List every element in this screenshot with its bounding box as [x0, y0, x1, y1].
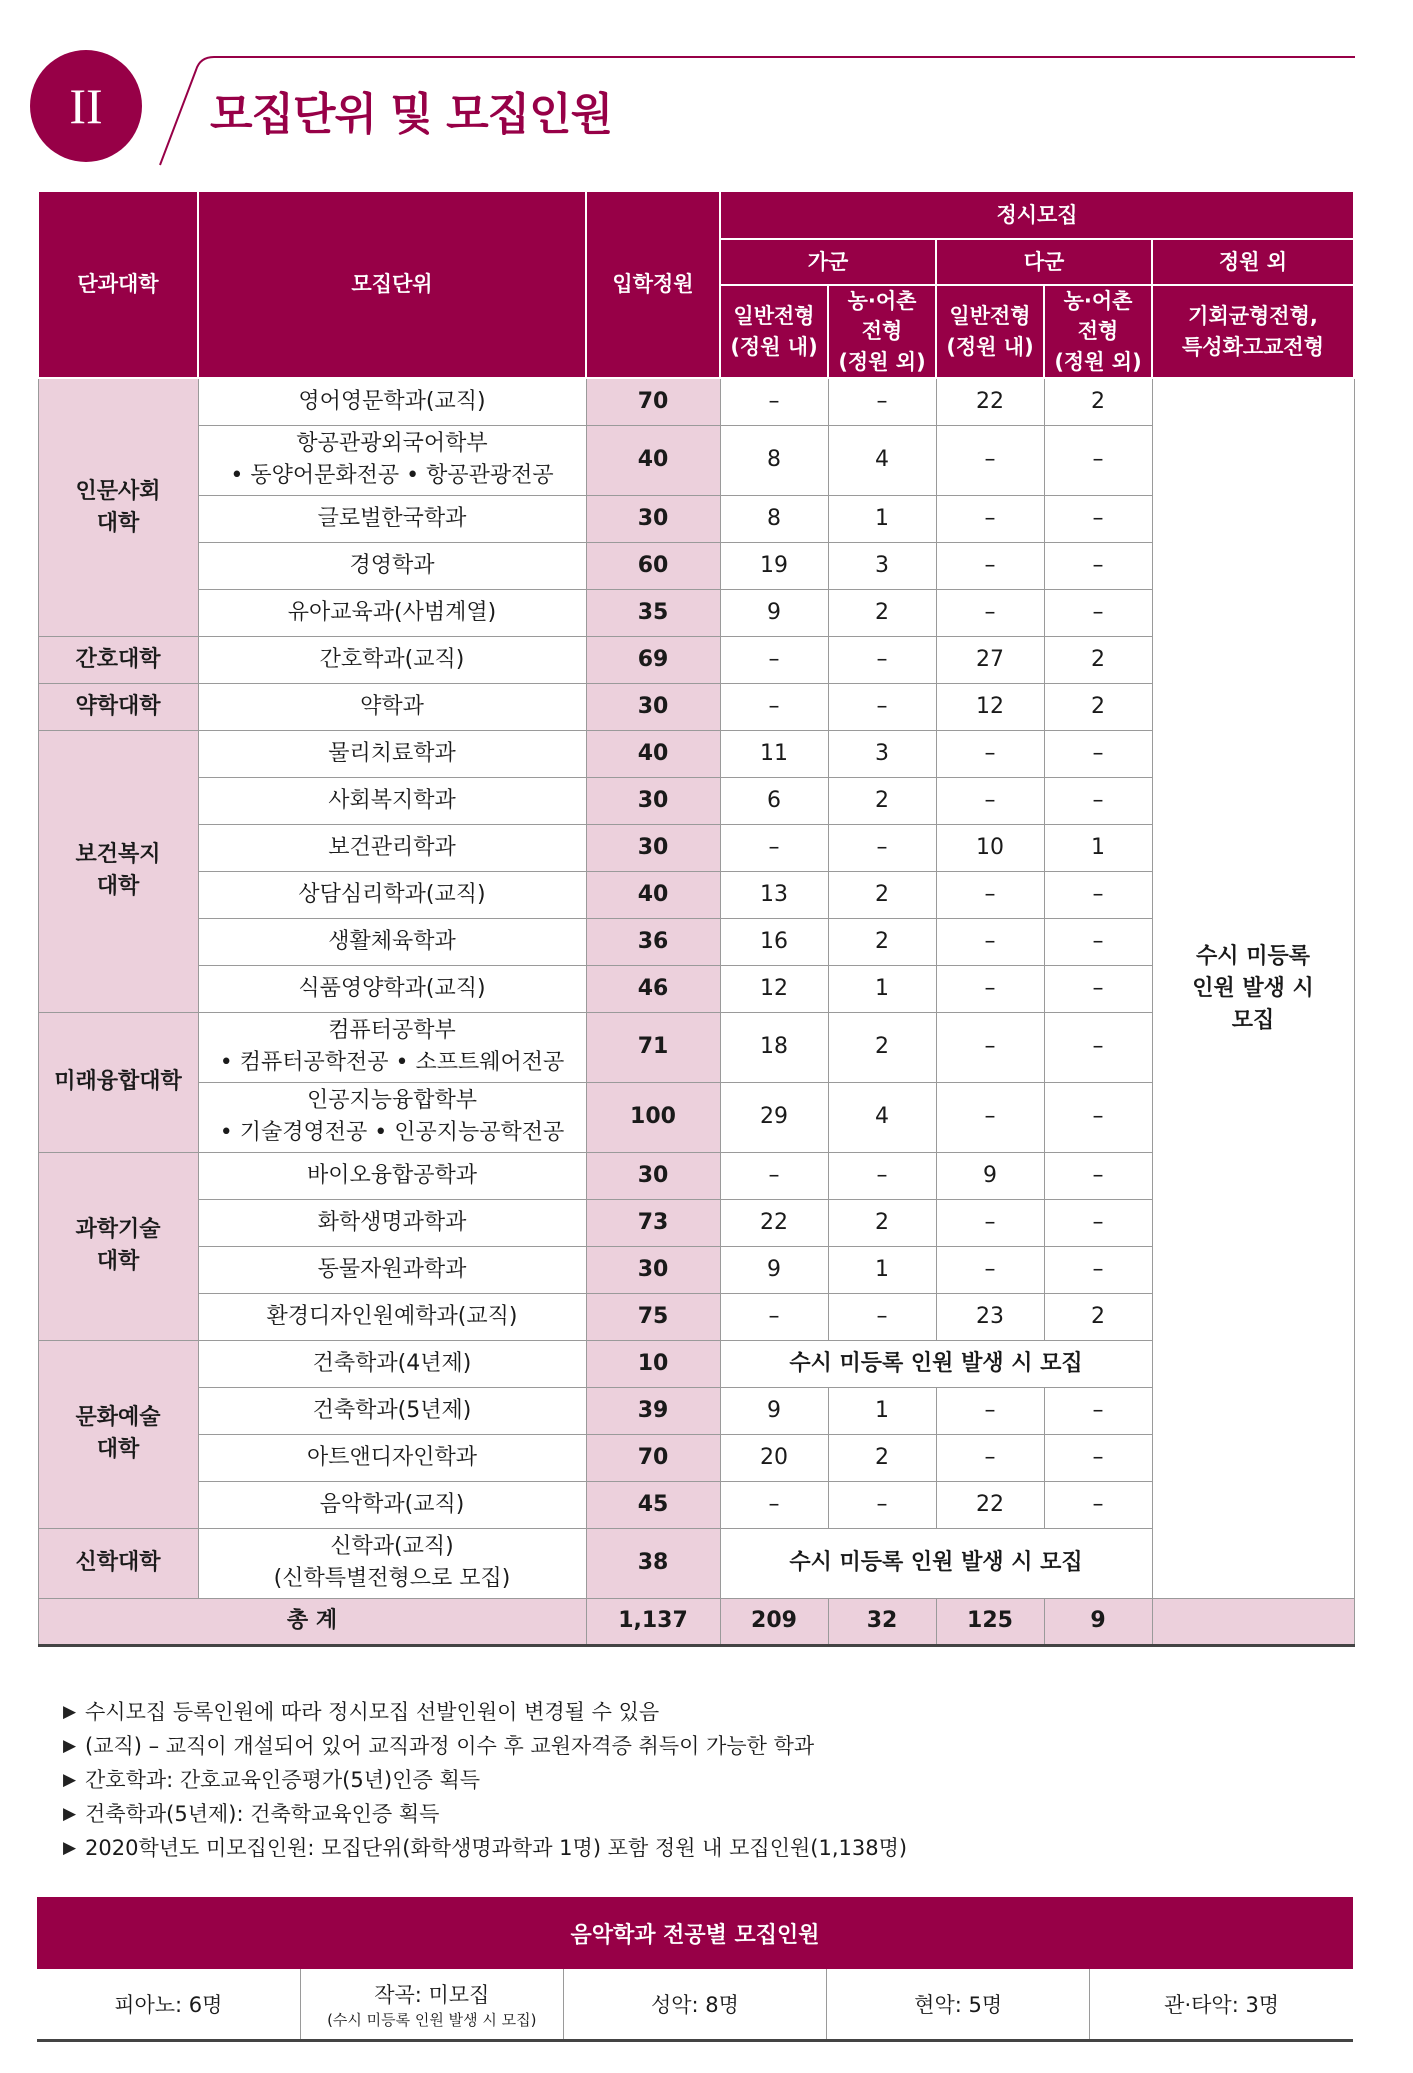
value-cell-ga-farm: 1: [828, 1246, 936, 1293]
unit-cell: 물리치료학과: [198, 730, 586, 777]
college-cell: 보건복지 대학: [38, 730, 198, 1012]
total-row: [38, 1598, 1354, 1645]
value-cell-da-gen: –: [936, 1246, 1044, 1293]
quota-cell: 39: [586, 1387, 720, 1434]
college-cell: 인문사회 대학: [38, 378, 198, 636]
col-ga-farm: 농·어촌 전형 (정원 외): [828, 285, 936, 378]
col-da-farm: 농·어촌 전형 (정원 외): [1044, 285, 1152, 378]
music-major-count: 성악: 8명: [650, 1993, 739, 2017]
col-da-general: 일반전형 (정원 내): [936, 285, 1044, 378]
quota-cell: 38: [586, 1528, 720, 1598]
music-table: [37, 1969, 1353, 2042]
college-cell: 간호대학: [38, 636, 198, 683]
value-cell-ga-gen: –: [720, 1481, 828, 1528]
unit-cell: 경영학과: [198, 542, 586, 589]
value-cell-ga-gen: 29: [720, 1082, 828, 1152]
value-cell-ga-gen: 16: [720, 918, 828, 965]
quota-table: [37, 190, 1355, 1647]
unit-cell: 항공관광외국어학부 • 동양어문화전공 • 항공관광전공: [198, 425, 586, 495]
college-cell: 약학대학: [38, 683, 198, 730]
quota-cell: 30: [586, 777, 720, 824]
unit-cell: 상담심리학과(교직): [198, 871, 586, 918]
value-cell-da-gen: –: [936, 425, 1044, 495]
value-cell-da-gen: –: [936, 918, 1044, 965]
col-ga: 가군: [720, 239, 936, 285]
value-cell-ga-farm: –: [828, 683, 936, 730]
value-cell-ga-farm: 3: [828, 730, 936, 777]
value-cell-da-farm: –: [1044, 777, 1152, 824]
value-cell-da-farm: 2: [1044, 683, 1152, 730]
section-number-badge: II: [30, 50, 142, 162]
quota-cell: 70: [586, 378, 720, 425]
quota-cell: 100: [586, 1082, 720, 1152]
value-cell-ga-farm: 1: [828, 495, 936, 542]
unit-cell: 사회복지학과: [198, 777, 586, 824]
unit-cell: 약학과: [198, 683, 586, 730]
quota-cell: 75: [586, 1293, 720, 1340]
total-ga-farm: 32: [828, 1598, 936, 1645]
note-item: [63, 1763, 907, 1797]
unit-cell: 인공지능융합학부 • 기술경영전공 • 인공지능공학전공: [198, 1082, 586, 1152]
col-quota: 입학정원: [586, 191, 720, 378]
college-cell: 과학기술 대학: [38, 1152, 198, 1340]
unit-cell: 건축학과(4년제): [198, 1340, 586, 1387]
value-cell-da-farm: –: [1044, 589, 1152, 636]
value-cell-ga-gen: –: [720, 378, 828, 425]
unit-cell: 아트앤디자인학과: [198, 1434, 586, 1481]
value-cell-ga-farm: 2: [828, 1199, 936, 1246]
unit-cell: 보건관리학과: [198, 824, 586, 871]
quota-cell: 30: [586, 824, 720, 871]
value-cell-da-farm: –: [1044, 1246, 1152, 1293]
unit-cell: 바이오융합공학과: [198, 1152, 586, 1199]
quota-cell: 71: [586, 1012, 720, 1082]
quota-cell: 30: [586, 683, 720, 730]
total-empty: [1152, 1598, 1354, 1645]
value-cell-da-farm: –: [1044, 1481, 1152, 1528]
college-cell: 미래융합대학: [38, 1012, 198, 1152]
value-cell-ga-farm: 2: [828, 871, 936, 918]
unit-cell: 간호학과(교직): [198, 636, 586, 683]
unit-cell: 식품영양학과(교직): [198, 965, 586, 1012]
value-cell-da-farm: –: [1044, 495, 1152, 542]
total-quota: 1,137: [586, 1598, 720, 1645]
value-cell-da-gen: 27: [936, 636, 1044, 683]
quota-cell: 45: [586, 1481, 720, 1528]
unit-cell: 건축학과(5년제): [198, 1387, 586, 1434]
music-major-cell: [300, 1969, 563, 2041]
value-cell-ga-farm: 1: [828, 1387, 936, 1434]
value-cell-da-gen: –: [936, 1082, 1044, 1152]
value-cell-da-farm: –: [1044, 1012, 1152, 1082]
quota-cell: 73: [586, 1199, 720, 1246]
value-cell-ga-gen: 18: [720, 1012, 828, 1082]
value-cell-da-gen: –: [936, 871, 1044, 918]
col-ga-general: 일반전형 (정원 내): [720, 285, 828, 378]
col-balanced: 기회균형전형, 특성화고교전형: [1152, 285, 1354, 378]
value-cell-da-farm: 1: [1044, 824, 1152, 871]
total-da-gen: 125: [936, 1598, 1044, 1645]
value-cell-ga-farm: 2: [828, 777, 936, 824]
value-cell-ga-gen: 22: [720, 1199, 828, 1246]
notes-list: [63, 1695, 907, 1865]
music-major-cell: [37, 1969, 300, 2041]
page-title: 모집단위 및 모집인원: [210, 89, 613, 140]
value-cell-da-farm: –: [1044, 1434, 1152, 1481]
value-cell-da-gen: –: [936, 542, 1044, 589]
value-cell-da-gen: 12: [936, 683, 1044, 730]
value-cell-da-gen: –: [936, 965, 1044, 1012]
quota-cell: 30: [586, 1152, 720, 1199]
note-text: (교직) – 교직이 개설되어 있어 교직과정 이수 후 교원자격증 취득이 가능한 학과: [85, 1734, 815, 1758]
total-da-farm: 9: [1044, 1598, 1152, 1645]
quota-cell: 36: [586, 918, 720, 965]
value-cell-ga-farm: 3: [828, 542, 936, 589]
table-row: [38, 378, 1354, 425]
unit-cell: 화학생명과학과: [198, 1199, 586, 1246]
value-cell-da-farm: –: [1044, 1387, 1152, 1434]
value-cell-ga-gen: –: [720, 636, 828, 683]
value-cell-ga-farm: –: [828, 1152, 936, 1199]
value-cell-ga-farm: 4: [828, 425, 936, 495]
value-cell-da-gen: –: [936, 777, 1044, 824]
value-cell-da-farm: –: [1044, 1152, 1152, 1199]
value-cell-ga-farm: –: [828, 824, 936, 871]
value-cell-ga-gen: 9: [720, 1246, 828, 1293]
value-cell-da-gen: –: [936, 589, 1044, 636]
music-major-cell: [1090, 1969, 1353, 2041]
quota-cell: 46: [586, 965, 720, 1012]
value-cell-da-farm: –: [1044, 542, 1152, 589]
col-outside: 정원 외: [1152, 239, 1354, 285]
value-cell-ga-gen: –: [720, 824, 828, 871]
outside-quota-note: 수시 미등록 인원 발생 시 모집: [1152, 378, 1354, 1598]
unit-cell: 컴퓨터공학부 • 컴퓨터공학전공 • 소프트웨어전공: [198, 1012, 586, 1082]
music-major-count: 피아노: 6명: [114, 1993, 223, 2017]
value-cell-ga-farm: 2: [828, 1012, 936, 1082]
value-cell-da-farm: 2: [1044, 378, 1152, 425]
note-item: [63, 1695, 907, 1729]
music-table-title: 음악학과 전공별 모집인원: [37, 1897, 1353, 1969]
unit-cell: 생활체육학과: [198, 918, 586, 965]
note-text: 2020학년도 미모집인원: 모집단위(화학생명과학과 1명) 포함 정원 내 모집인원(1,138명): [85, 1836, 908, 1860]
unit-cell: 영어영문학과(교직): [198, 378, 586, 425]
unit-cell: 글로벌한국학과: [198, 495, 586, 542]
unit-cell: 동물자원과학과: [198, 1246, 586, 1293]
value-cell-ga-farm: –: [828, 1293, 936, 1340]
note-item: [63, 1797, 907, 1831]
quota-cell: 69: [586, 636, 720, 683]
arrow-bullet-icon: ▶: [63, 1736, 77, 1756]
arrow-bullet-icon: ▶: [63, 1804, 77, 1824]
value-cell-da-gen: 10: [936, 824, 1044, 871]
total-ga-gen: 209: [720, 1598, 828, 1645]
span-note-cell: 수시 미등록 인원 발생 시 모집: [720, 1528, 1152, 1598]
note-text: 건축학과(5년제): 건축학교육인증 획득: [85, 1802, 440, 1826]
music-major-cell: [563, 1969, 826, 2041]
col-unit: 모집단위: [198, 191, 586, 378]
college-cell: 신학대학: [38, 1528, 198, 1598]
value-cell-ga-farm: –: [828, 378, 936, 425]
value-cell-ga-farm: –: [828, 636, 936, 683]
value-cell-da-gen: –: [936, 495, 1044, 542]
value-cell-ga-farm: 2: [828, 918, 936, 965]
value-cell-ga-gen: 8: [720, 425, 828, 495]
note-item: [63, 1729, 907, 1763]
quota-cell: 40: [586, 871, 720, 918]
quota-cell: 10: [586, 1340, 720, 1387]
music-major-cell: [827, 1969, 1090, 2041]
value-cell-ga-farm: 1: [828, 965, 936, 1012]
value-cell-da-farm: 2: [1044, 636, 1152, 683]
value-cell-da-farm: –: [1044, 730, 1152, 777]
music-major-count: 현악: 5명: [914, 1993, 1003, 2017]
col-da: 다군: [936, 239, 1152, 285]
value-cell-ga-gen: –: [720, 1152, 828, 1199]
value-cell-da-gen: 22: [936, 378, 1044, 425]
total-label: 총 계: [38, 1598, 586, 1645]
value-cell-da-farm: –: [1044, 918, 1152, 965]
note-text: 간호학과: 간호교육인증평가(5년)인증 획득: [85, 1768, 481, 1792]
value-cell-ga-gen: 9: [720, 1387, 828, 1434]
quota-cell: 30: [586, 1246, 720, 1293]
value-cell-da-gen: 9: [936, 1152, 1044, 1199]
value-cell-ga-gen: –: [720, 1293, 828, 1340]
value-cell-ga-gen: 8: [720, 495, 828, 542]
value-cell-da-farm: –: [1044, 425, 1152, 495]
col-college: 단과대학: [38, 191, 198, 378]
unit-cell: 음악학과(교직): [198, 1481, 586, 1528]
value-cell-da-farm: 2: [1044, 1293, 1152, 1340]
value-cell-da-farm: –: [1044, 1199, 1152, 1246]
value-cell-ga-gen: 9: [720, 589, 828, 636]
value-cell-da-farm: –: [1044, 965, 1152, 1012]
college-cell: 문화예술 대학: [38, 1340, 198, 1528]
quota-cell: 70: [586, 1434, 720, 1481]
quota-cell: 40: [586, 425, 720, 495]
value-cell-da-gen: –: [936, 1387, 1044, 1434]
quota-cell: 35: [586, 589, 720, 636]
value-cell-ga-gen: –: [720, 683, 828, 730]
value-cell-ga-gen: 11: [720, 730, 828, 777]
value-cell-ga-farm: 2: [828, 1434, 936, 1481]
section-header: [0, 0, 1413, 180]
value-cell-da-gen: –: [936, 1199, 1044, 1246]
value-cell-ga-farm: 4: [828, 1082, 936, 1152]
value-cell-da-farm: –: [1044, 1082, 1152, 1152]
col-jeongsi: 정시모집: [720, 191, 1354, 239]
unit-cell: 신학과(교직) (신학특별전형으로 모집): [198, 1528, 586, 1598]
value-cell-ga-gen: 20: [720, 1434, 828, 1481]
value-cell-ga-farm: –: [828, 1481, 936, 1528]
unit-cell: 환경디자인원예학과(교직): [198, 1293, 586, 1340]
quota-cell: 60: [586, 542, 720, 589]
arrow-bullet-icon: ▶: [63, 1838, 77, 1858]
value-cell-ga-gen: 12: [720, 965, 828, 1012]
note-item: [63, 1831, 907, 1865]
value-cell-ga-gen: 13: [720, 871, 828, 918]
value-cell-da-gen: –: [936, 1012, 1044, 1082]
arrow-bullet-icon: ▶: [63, 1702, 77, 1722]
note-text: 수시모집 등록인원에 따라 정시모집 선발인원이 변경될 수 있음: [85, 1700, 660, 1724]
quota-cell: 40: [586, 730, 720, 777]
value-cell-da-gen: –: [936, 730, 1044, 777]
value-cell-ga-farm: 2: [828, 589, 936, 636]
music-major-count: 관·타악: 3명: [1164, 1993, 1280, 2017]
value-cell-da-farm: –: [1044, 871, 1152, 918]
arrow-bullet-icon: ▶: [63, 1770, 77, 1790]
value-cell-da-gen: 22: [936, 1481, 1044, 1528]
value-cell-da-gen: –: [936, 1434, 1044, 1481]
value-cell-ga-gen: 19: [720, 542, 828, 589]
music-major-note: (수시 미등록 인원 발생 시 모집): [327, 2010, 537, 2029]
value-cell-da-gen: 23: [936, 1293, 1044, 1340]
quota-cell: 30: [586, 495, 720, 542]
music-major-count: 작곡: 미모집: [374, 1982, 490, 2007]
value-cell-ga-gen: 6: [720, 777, 828, 824]
unit-cell: 유아교육과(사범계열): [198, 589, 586, 636]
span-note-cell: 수시 미등록 인원 발생 시 모집: [720, 1340, 1152, 1387]
